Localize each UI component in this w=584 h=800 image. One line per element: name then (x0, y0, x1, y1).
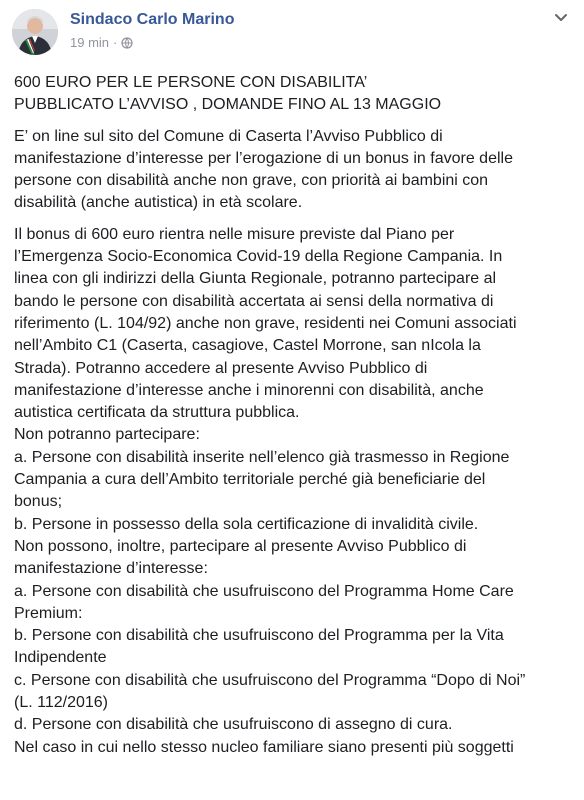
paragraph-line: Il bonus di 600 euro rientra nelle misure previste dal Piano per (14, 225, 455, 243)
paragraph-line: E’ on line sul sito del Comune di Caserta l’Avviso Pubblico di (14, 127, 443, 145)
paragraph-line: l’Emergenza Socio-Economica Covid-19 della Regione Campania. In (14, 248, 503, 266)
paragraph-line: disabilità (anche autistica) in età scolare. (14, 194, 303, 212)
list-item: b. Persone con disabilità che usufruiscono del Programma per la Vita (14, 627, 504, 645)
list-item: d. Persone con disabilità che usufruiscono di assegno di cura. (14, 716, 453, 734)
headline-line: 600 EURO PER LE PERSONE CON DISABILITA’ (14, 74, 368, 91)
paragraph-line: manifestazione d’interesse per l’erogazione di un bonus in favore delle (14, 149, 513, 167)
post-timestamp[interactable]: 19 min (70, 35, 110, 50)
globe-icon[interactable] (121, 37, 133, 49)
list-item: Campania a cura dell’Ambito territoriale perché già beneficiarie del (14, 471, 486, 489)
paragraph-line: Nel caso in cui nello stesso nucleo familiare siano presenti più soggetti (14, 738, 514, 756)
author-name[interactable]: Sindaco Carlo Marino (70, 11, 235, 28)
paragraph-line: manifestazione d’interesse anche i minorenni con disabilità, anche (14, 381, 484, 399)
list-item: a. Persone con disabilità inserite nell’elenco già trasmesso in Regione (14, 448, 510, 466)
post-content (14, 72, 576, 759)
list-item: bonus; (14, 493, 63, 511)
paragraph-line: Strada). Potranno accedere al presente Avviso Pubblico di (14, 359, 428, 377)
avatar[interactable] (12, 9, 58, 55)
chevron-down-icon[interactable] (550, 10, 572, 26)
paragraph-line: bando le persone con disabilità accertata ai sensi della normativa di (14, 292, 494, 310)
headline-line: PUBBLICATO L’AVVISO , DOMANDE FINO AL 13 MAGGIO (14, 96, 442, 114)
paragraph-line: autistica certificata da struttura pubblica. (14, 404, 300, 422)
paragraph-line: riferimento (L. 104/92) anche non grave, residenti nei Comuni associati (14, 314, 517, 332)
paragraph-line: persone con disabilità anche non grave, con priorità ai bambini con (14, 172, 489, 190)
paragraph-line: linea con gli indirizzi della Giunta Regionale, potranno partecipare al (14, 270, 497, 288)
list-item: (L. 112/2016) (14, 694, 108, 712)
paragraph-line: Non possono, inoltre, partecipare al presente Avviso Pubblico di (14, 537, 467, 555)
paragraph-line: manifestazione d’interesse: (14, 560, 208, 578)
list-item: Premium: (14, 604, 83, 622)
post-header (0, 0, 584, 62)
paragraph-line: nell’Ambito C1 (Caserta, casagiove, Castel Morrone, san nIcola la (14, 337, 481, 355)
meta-separator: · (113, 35, 118, 50)
paragraph-line: Non potranno partecipare: (14, 426, 200, 444)
avatar-image (12, 9, 58, 55)
list-item: b. Persone in possesso della sola certificazione di invalidità civile. (14, 515, 479, 533)
list-item: c. Persone con disabilità che usufruiscono del Programma “Dopo di Noi” (14, 671, 526, 689)
post-meta (70, 35, 133, 50)
list-item: a. Persone con disabilità che usufruiscono del Programma Home Care (14, 582, 514, 600)
list-item: Indipendente (14, 649, 107, 667)
